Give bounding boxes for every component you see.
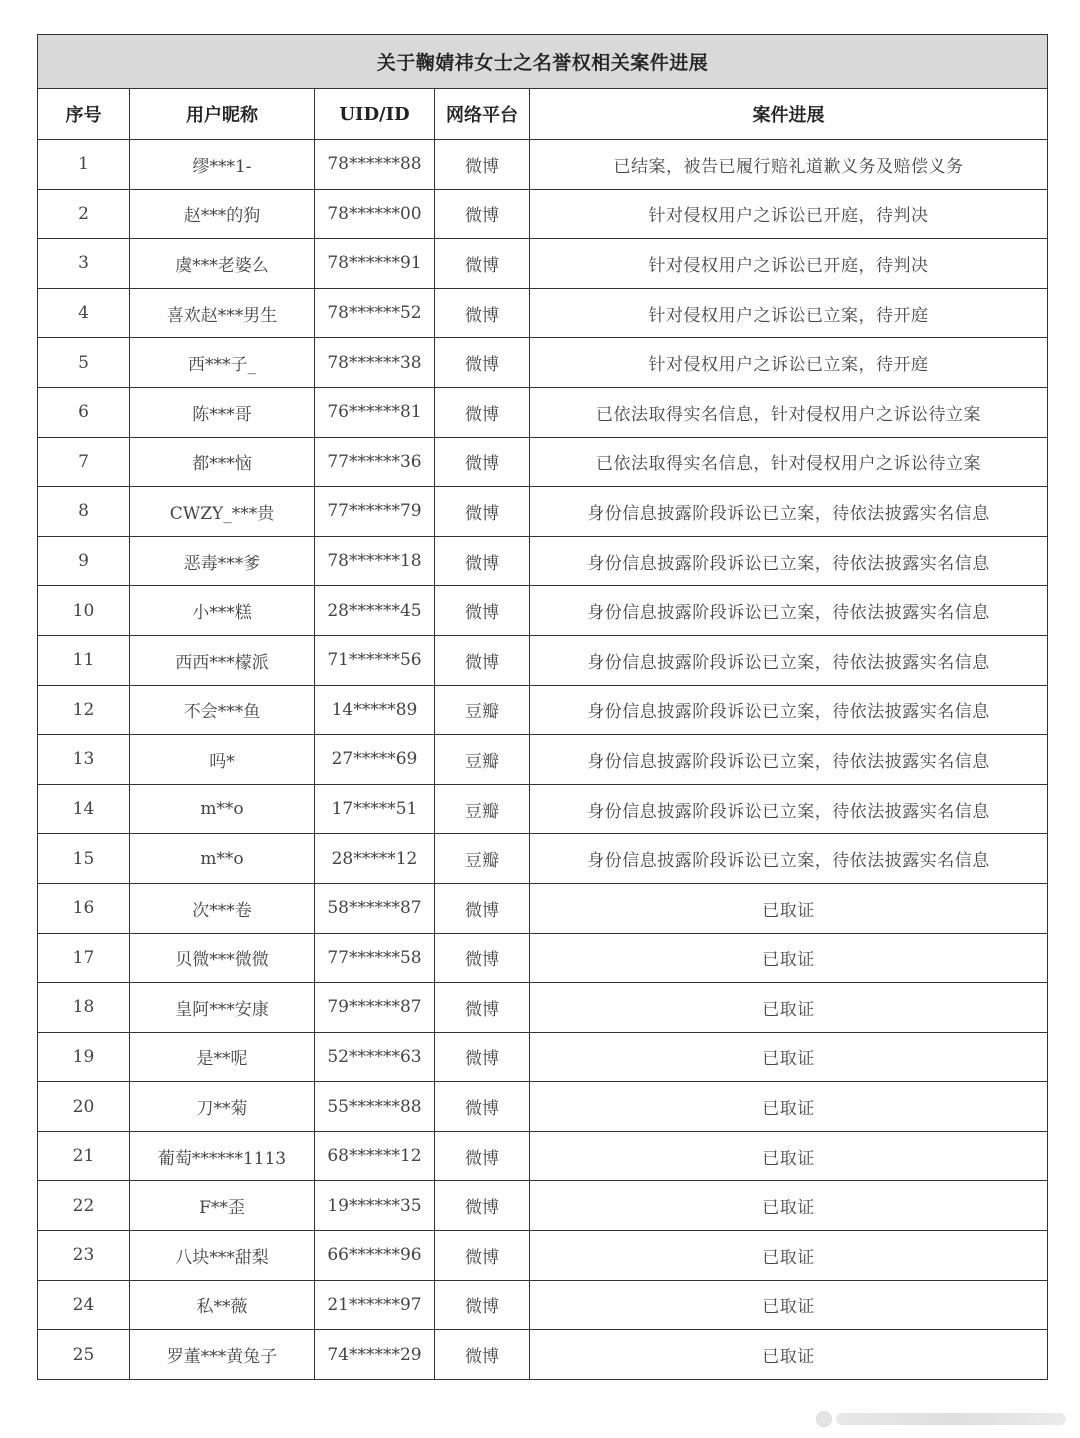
cell-progress: 身份信息披露阶段诉讼已立案，待依法披露实名信息 [530, 784, 1048, 834]
table-row [38, 1181, 1048, 1231]
cell-platform: 微博 [435, 140, 530, 190]
cell-platform: 微博 [435, 1082, 530, 1132]
table-row [38, 685, 1048, 735]
table-row [38, 883, 1048, 933]
cell-nickname: 赵***的狗 [130, 189, 315, 239]
watermark-logo-icon [816, 1411, 832, 1427]
cell-uid: 21******97 [315, 1280, 435, 1330]
cell-uid: 58******87 [315, 883, 435, 933]
cell-progress: 针对侵权用户之诉讼已开庭，待判决 [530, 189, 1048, 239]
cell-platform: 微博 [435, 1330, 530, 1380]
cell-seq: 5 [38, 338, 130, 388]
cell-progress: 身份信息披露阶段诉讼已立案，待依法披露实名信息 [530, 536, 1048, 586]
cell-seq: 24 [38, 1280, 130, 1330]
table-row [38, 1082, 1048, 1132]
cell-progress: 针对侵权用户之诉讼已开庭，待判决 [530, 239, 1048, 289]
cell-uid: 66******96 [315, 1231, 435, 1281]
cell-platform: 微博 [435, 437, 530, 487]
cell-uid: 19******35 [315, 1181, 435, 1231]
cell-platform: 微博 [435, 1032, 530, 1082]
cell-nickname: m**o [130, 834, 315, 884]
table-row [38, 1231, 1048, 1281]
cell-uid: 28*****12 [315, 834, 435, 884]
watermark [816, 1408, 1066, 1430]
cell-seq: 10 [38, 586, 130, 636]
cell-seq: 13 [38, 735, 130, 785]
cell-nickname: 贝微***微微 [130, 933, 315, 983]
header-progress: 案件进展 [530, 89, 1048, 140]
cell-progress: 已依法取得实名信息，针对侵权用户之诉讼待立案 [530, 437, 1048, 487]
cell-progress: 身份信息披露阶段诉讼已立案，待依法披露实名信息 [530, 834, 1048, 884]
table-row [38, 189, 1048, 239]
cell-seq: 25 [38, 1330, 130, 1380]
cell-seq: 8 [38, 487, 130, 537]
cell-uid: 74******29 [315, 1330, 435, 1380]
table-row [38, 586, 1048, 636]
cell-platform: 微博 [435, 1181, 530, 1231]
cell-seq: 1 [38, 140, 130, 190]
cell-progress: 已取证 [530, 1231, 1048, 1281]
header-uid: UID/ID [315, 89, 435, 140]
cell-nickname: F**歪 [130, 1181, 315, 1231]
cell-seq: 11 [38, 635, 130, 685]
cell-seq: 2 [38, 189, 130, 239]
cell-nickname: 葡萄******1113 [130, 1131, 315, 1181]
table-row [38, 1330, 1048, 1380]
table-row [38, 387, 1048, 437]
cell-uid: 77******36 [315, 437, 435, 487]
table-row [38, 933, 1048, 983]
table-row [38, 735, 1048, 785]
cell-progress: 已取证 [530, 1330, 1048, 1380]
cell-platform: 微博 [435, 883, 530, 933]
cell-nickname: 都***恼 [130, 437, 315, 487]
cell-platform: 微博 [435, 288, 530, 338]
table-row [38, 1280, 1048, 1330]
cell-seq: 7 [38, 437, 130, 487]
cell-uid: 79******87 [315, 983, 435, 1033]
cell-uid: 55******88 [315, 1082, 435, 1132]
cell-progress: 已取证 [530, 1181, 1048, 1231]
cell-uid: 76******81 [315, 387, 435, 437]
cell-nickname: m**o [130, 784, 315, 834]
cell-nickname: 八块***甜梨 [130, 1231, 315, 1281]
cell-platform: 微博 [435, 635, 530, 685]
cell-progress: 已取证 [530, 933, 1048, 983]
cell-uid: 78******38 [315, 338, 435, 388]
table-row [38, 983, 1048, 1033]
cell-platform: 微博 [435, 983, 530, 1033]
cell-progress: 身份信息披露阶段诉讼已立案，待依法披露实名信息 [530, 685, 1048, 735]
cell-seq: 3 [38, 239, 130, 289]
cell-platform: 豆瓣 [435, 834, 530, 884]
cell-uid: 28******45 [315, 586, 435, 636]
cell-uid: 71******56 [315, 635, 435, 685]
cell-seq: 18 [38, 983, 130, 1033]
cell-seq: 23 [38, 1231, 130, 1281]
cell-seq: 17 [38, 933, 130, 983]
cell-platform: 微博 [435, 1280, 530, 1330]
cell-platform: 微博 [435, 239, 530, 289]
table-header-row [38, 89, 1048, 140]
table-row [38, 140, 1048, 190]
cell-nickname: 是**呢 [130, 1032, 315, 1082]
cell-uid: 14*****89 [315, 685, 435, 735]
cell-uid: 77******79 [315, 487, 435, 537]
cell-nickname: 西西***檬派 [130, 635, 315, 685]
cell-nickname: 皇阿***安康 [130, 983, 315, 1033]
table-row [38, 1032, 1048, 1082]
cell-platform: 微博 [435, 1131, 530, 1181]
cell-progress: 已取证 [530, 883, 1048, 933]
cell-platform: 微博 [435, 933, 530, 983]
cell-platform: 微博 [435, 487, 530, 537]
cell-uid: 17*****51 [315, 784, 435, 834]
cell-seq: 20 [38, 1082, 130, 1132]
cell-nickname: 陈***哥 [130, 387, 315, 437]
cell-uid: 27*****69 [315, 735, 435, 785]
cell-platform: 微博 [435, 1231, 530, 1281]
cell-progress: 已取证 [530, 1131, 1048, 1181]
cell-platform: 豆瓣 [435, 735, 530, 785]
cell-nickname: 缪***1- [130, 140, 315, 190]
cell-seq: 21 [38, 1131, 130, 1181]
table-title-row [38, 35, 1048, 89]
cell-nickname: 西***子_ [130, 338, 315, 388]
cell-platform: 微博 [435, 338, 530, 388]
cell-uid: 78******18 [315, 536, 435, 586]
cell-progress: 已取证 [530, 1280, 1048, 1330]
table-body [38, 140, 1048, 1380]
document-title: 关于鞠婧祎女士之名誉权相关案件进展 [38, 35, 1048, 89]
cell-uid: 77******58 [315, 933, 435, 983]
cell-uid: 68******12 [315, 1131, 435, 1181]
cell-platform: 微博 [435, 189, 530, 239]
cell-platform: 微博 [435, 586, 530, 636]
cell-uid: 78******88 [315, 140, 435, 190]
cell-uid: 52******63 [315, 1032, 435, 1082]
cell-progress: 已依法取得实名信息，针对侵权用户之诉讼待立案 [530, 387, 1048, 437]
watermark-bar [836, 1413, 1066, 1425]
header-nickname: 用户昵称 [130, 89, 315, 140]
cell-progress: 身份信息披露阶段诉讼已立案，待依法披露实名信息 [530, 487, 1048, 537]
cell-nickname: CWZY_***贵 [130, 487, 315, 537]
cell-seq: 4 [38, 288, 130, 338]
cell-seq: 22 [38, 1181, 130, 1231]
cell-progress: 身份信息披露阶段诉讼已立案，待依法披露实名信息 [530, 586, 1048, 636]
cell-uid: 78******00 [315, 189, 435, 239]
cell-nickname: 刀**菊 [130, 1082, 315, 1132]
cell-uid: 78******91 [315, 239, 435, 289]
cell-nickname: 私**薇 [130, 1280, 315, 1330]
cell-seq: 12 [38, 685, 130, 735]
header-seq: 序号 [38, 89, 130, 140]
cell-platform: 微博 [435, 536, 530, 586]
table-row [38, 536, 1048, 586]
cell-platform: 豆瓣 [435, 784, 530, 834]
table-row [38, 635, 1048, 685]
cell-seq: 9 [38, 536, 130, 586]
table-row [38, 1131, 1048, 1181]
header-platform: 网络平台 [435, 89, 530, 140]
cell-seq: 14 [38, 784, 130, 834]
cell-nickname: 不会***鱼 [130, 685, 315, 735]
cell-seq: 6 [38, 387, 130, 437]
cell-progress: 已结案，被告已履行赔礼道歉义务及赔偿义务 [530, 140, 1048, 190]
cell-nickname: 恶毒***爹 [130, 536, 315, 586]
table-row [38, 437, 1048, 487]
cell-progress: 针对侵权用户之诉讼已立案，待开庭 [530, 288, 1048, 338]
table-row [38, 338, 1048, 388]
case-progress-table [37, 34, 1048, 1380]
table-row [38, 784, 1048, 834]
cell-nickname: 喜欢赵***男生 [130, 288, 315, 338]
cell-progress: 已取证 [530, 1032, 1048, 1082]
cell-seq: 15 [38, 834, 130, 884]
table-row [38, 239, 1048, 289]
cell-progress: 已取证 [530, 1082, 1048, 1132]
cell-uid: 78******52 [315, 288, 435, 338]
cell-nickname: 次***卷 [130, 883, 315, 933]
table-row [38, 834, 1048, 884]
table-row [38, 288, 1048, 338]
cell-progress: 身份信息披露阶段诉讼已立案，待依法披露实名信息 [530, 635, 1048, 685]
cell-progress: 身份信息披露阶段诉讼已立案，待依法披露实名信息 [530, 735, 1048, 785]
cell-seq: 19 [38, 1032, 130, 1082]
cell-progress: 已取证 [530, 983, 1048, 1033]
cell-nickname: 罗董***黄兔子 [130, 1330, 315, 1380]
cell-seq: 16 [38, 883, 130, 933]
cell-nickname: 吗* [130, 735, 315, 785]
cell-platform: 微博 [435, 387, 530, 437]
cell-nickname: 虞***老婆么 [130, 239, 315, 289]
cell-platform: 豆瓣 [435, 685, 530, 735]
cell-nickname: 小***糕 [130, 586, 315, 636]
table-row [38, 487, 1048, 537]
cell-progress: 针对侵权用户之诉讼已立案，待开庭 [530, 338, 1048, 388]
